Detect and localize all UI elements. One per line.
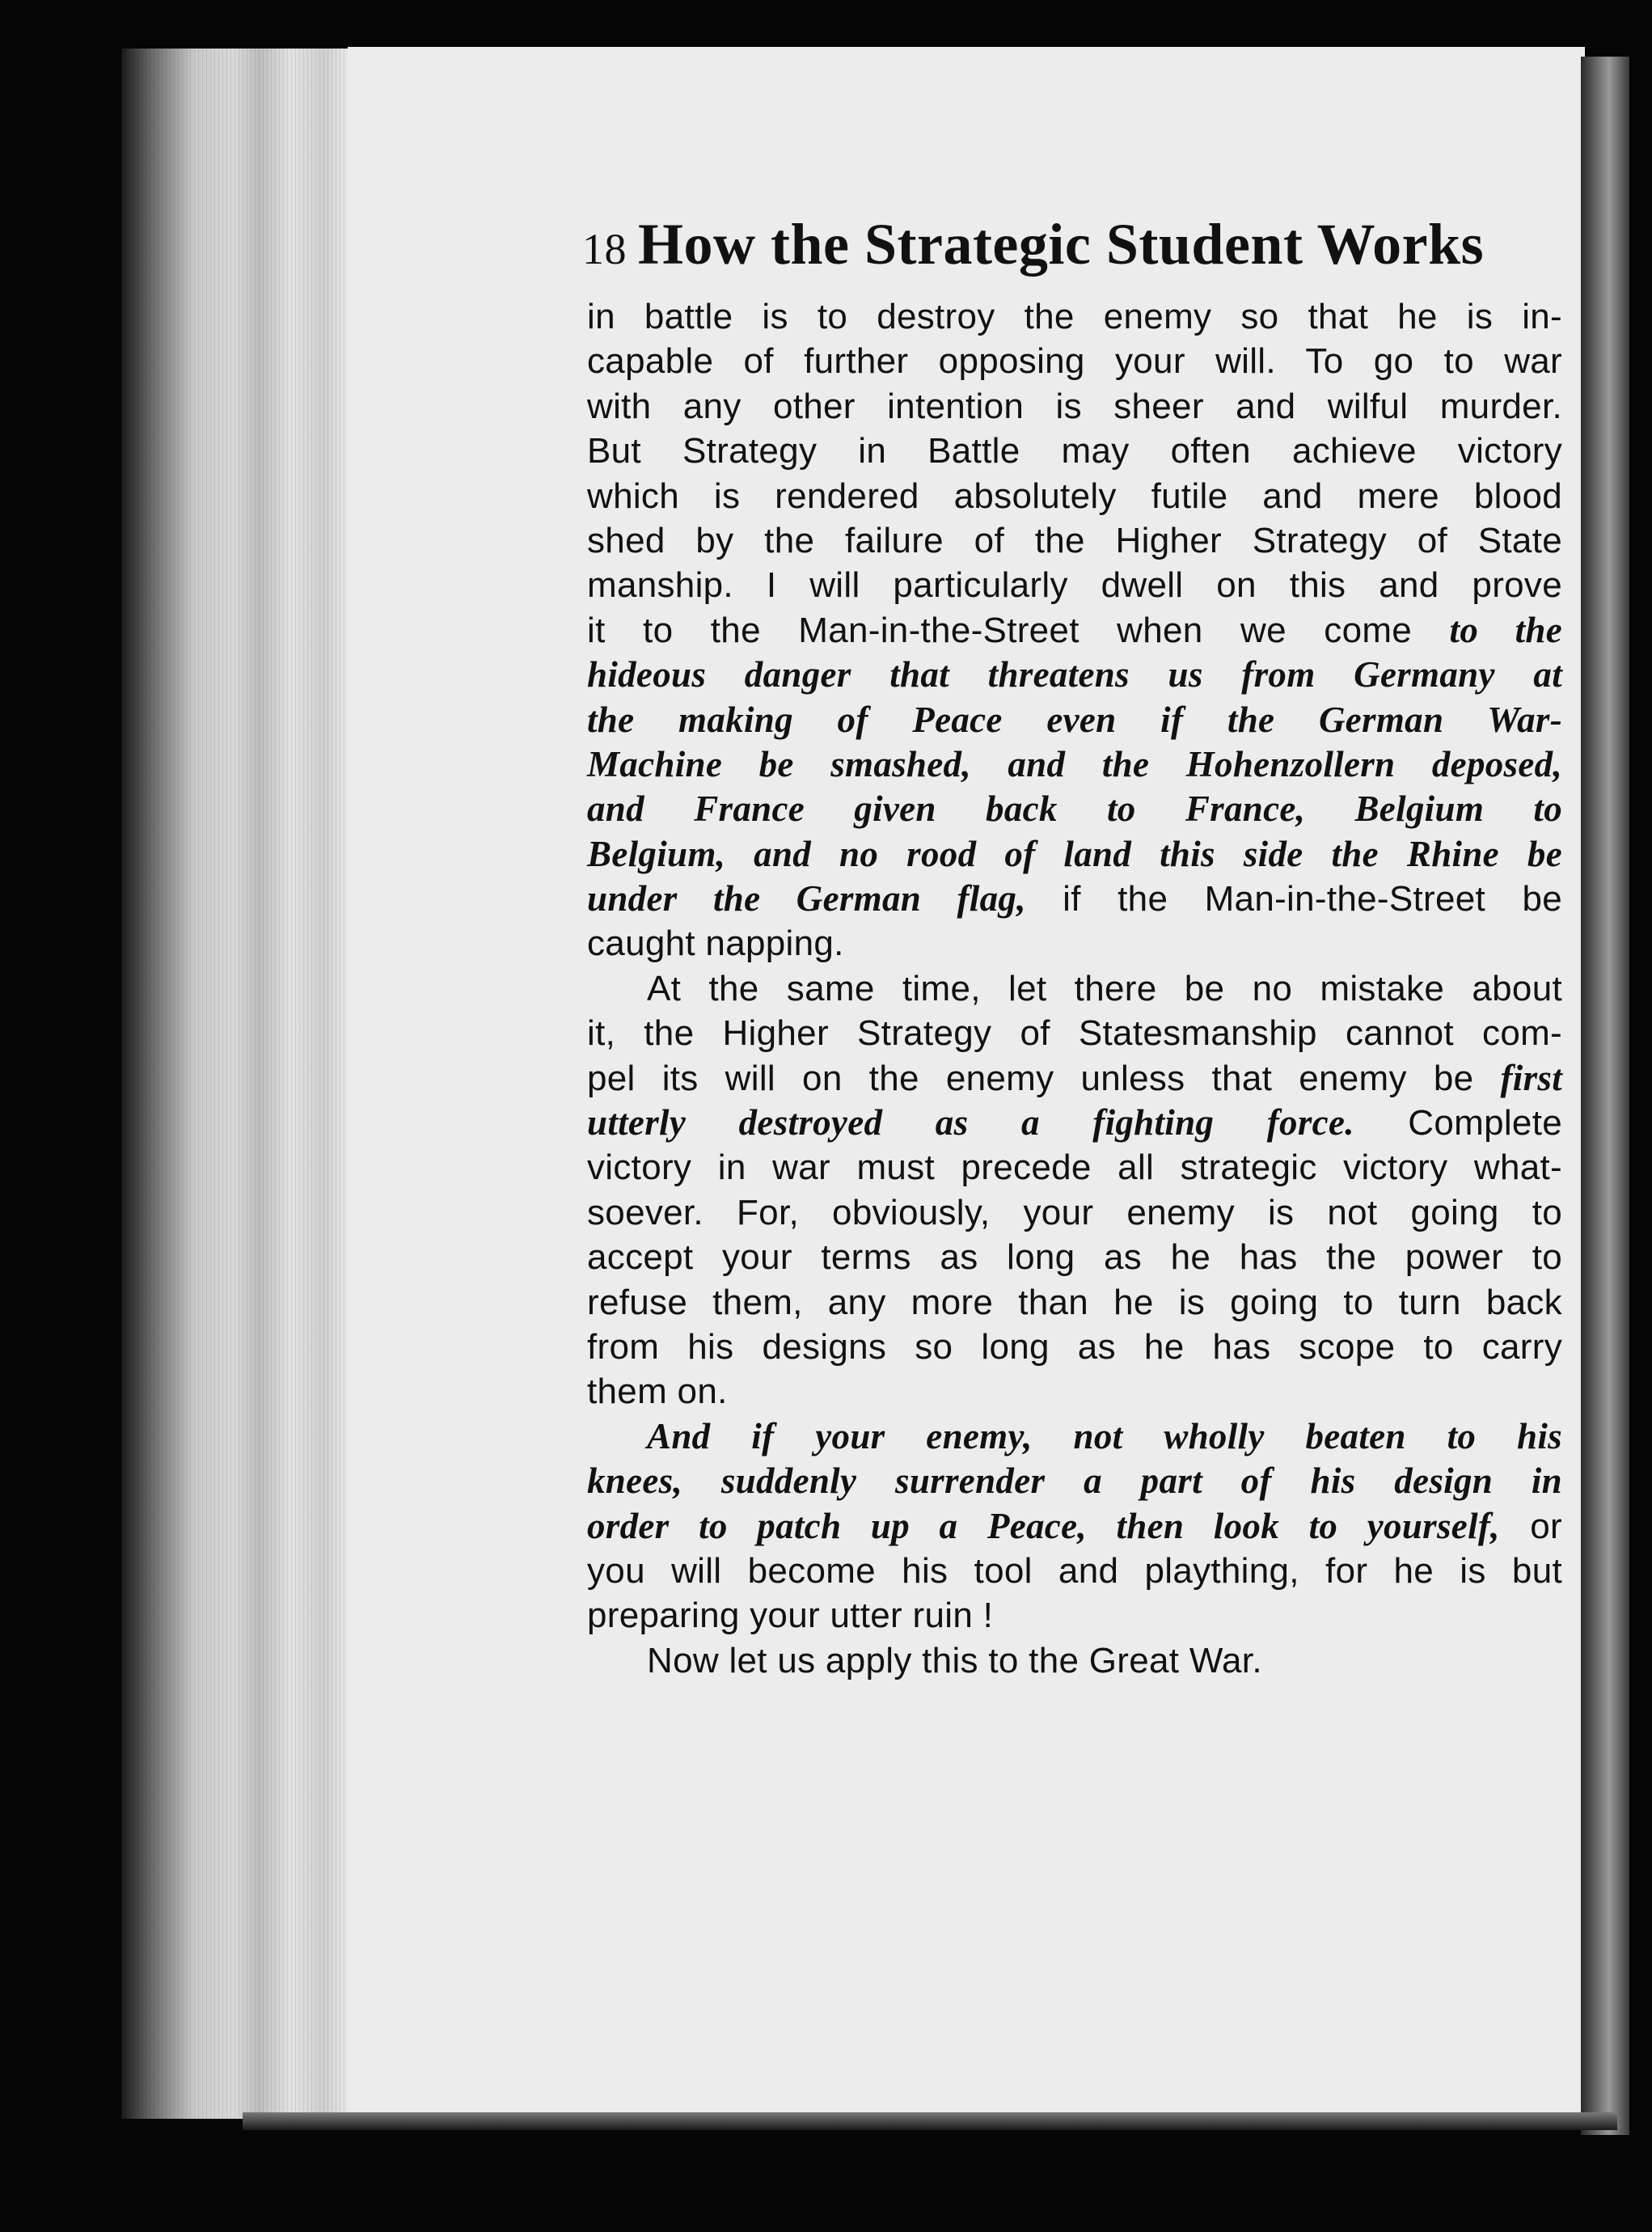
text-line: from his designs so long as he has scope to carry	[587, 1326, 1562, 1367]
text-line: At the same time, let there be no mistake about	[647, 968, 1562, 1008]
text-line: accept your terms as long as he has the power to	[587, 1237, 1562, 1278]
text-line: Now let us apply this to the Great War.	[647, 1640, 1262, 1680]
bottom-edge-shadow	[243, 2112, 1617, 2130]
text-line: you will become his tool and plaything, for he is but	[587, 1550, 1562, 1591]
page-number: 18	[582, 225, 627, 273]
text-line: victory in war must precede all strategic victory what-	[587, 1148, 1562, 1188]
text-line	[587, 877, 1562, 921]
text-line: caught napping.	[587, 924, 844, 964]
italic-text-run: first	[1500, 1057, 1562, 1098]
running-title: How the Strategic Student Works	[638, 212, 1485, 277]
text-line: manship. I will particularly dwell on this and prove	[587, 565, 1562, 606]
text-line	[587, 1056, 1562, 1101]
text-line	[587, 1101, 1562, 1145]
text-line-italic: hideous danger that threatens us from Germany at	[587, 654, 1562, 695]
text-line: soever. For, obviously, your enemy is not going to	[587, 1192, 1562, 1232]
text-line-italic: Belgium, and no rood of land this side the Rhine be	[587, 833, 1562, 874]
running-head	[582, 212, 1562, 281]
italic-text-run: order to patch up a Peace, then look to yourself,	[587, 1505, 1500, 1546]
text-line	[587, 1504, 1562, 1549]
gutter-shadow	[1581, 57, 1629, 2135]
italic-text-run: under the German flag,	[587, 878, 1026, 919]
text-line: it, the Higher Strategy of Statesmanship cannot com-	[587, 1013, 1562, 1054]
text-line: preparing your utter ruin !	[587, 1596, 994, 1636]
text-line: shed by the failure of the Higher Strategy of State	[587, 520, 1562, 560]
text-run: or	[1530, 1506, 1562, 1546]
text-line: in battle is to destroy the enemy so that he is in-	[587, 297, 1562, 336]
italic-text-run: utterly destroyed as a fighting force.	[587, 1102, 1354, 1143]
text-run: if the Man-in-the-Street be	[1063, 879, 1562, 919]
text-line-italic: Machine be smashed, and the Hohenzollern deposed,	[587, 743, 1562, 784]
text-run: Complete	[1408, 1103, 1562, 1143]
page-text-block	[582, 212, 1563, 1683]
italic-text-run: to the	[1449, 609, 1563, 650]
text-line: with any other intention is sheer and wilful murder.	[587, 386, 1562, 426]
text-line-italic: the making of Peace even if the German War-	[587, 699, 1562, 740]
text-line: them on.	[587, 1372, 728, 1412]
text-line-italic: and France given back to France, Belgium to	[587, 788, 1562, 830]
text-run: it to the Man-in-the-Street when we come	[587, 610, 1413, 650]
text-line-italic: knees, suddenly surrender a part of his design in	[587, 1461, 1562, 1502]
text-line: capable of further opposing your will. To go to war	[587, 341, 1562, 382]
text-run: pel its will on the enemy unless that enemy be	[587, 1058, 1474, 1098]
book-page-edges	[121, 49, 349, 2119]
text-line: refuse them, any more than he is going to turn back	[587, 1282, 1562, 1322]
text-line-italic: And if your enemy, not wholly beaten to his	[647, 1415, 1562, 1456]
text-line: which is rendered absolutely futile and mere blood	[587, 476, 1562, 516]
text-line	[587, 608, 1562, 653]
text-line: But Strategy in Battle may often achieve victory	[587, 431, 1562, 471]
